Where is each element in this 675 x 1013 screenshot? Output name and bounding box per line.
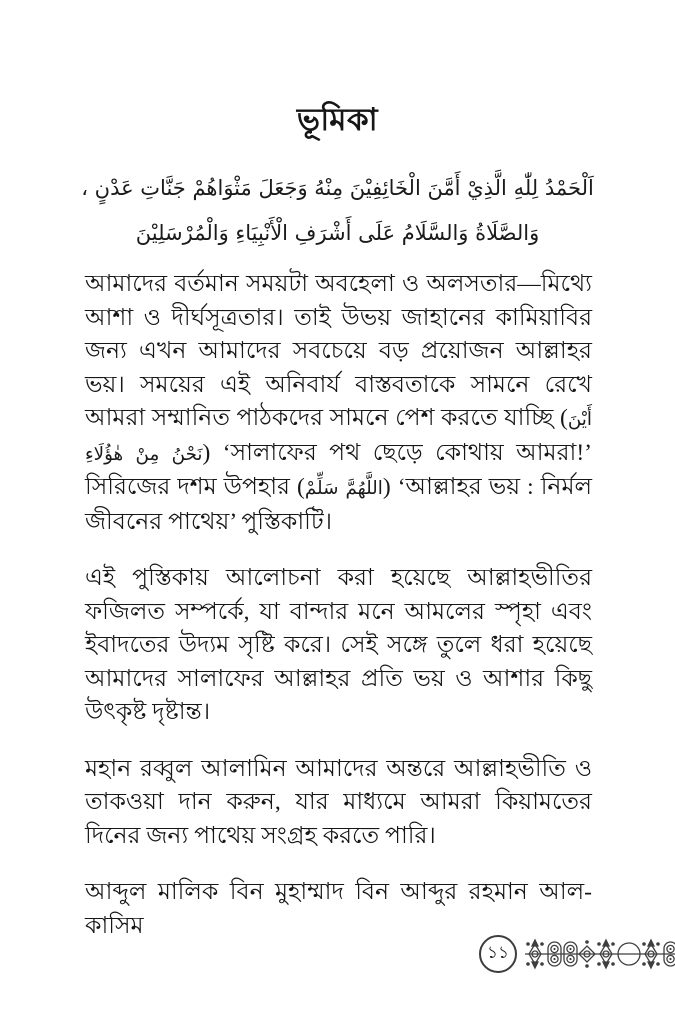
page-title: ভূমিকা (296, 102, 379, 137)
paragraph-author-name: আব্দুল মালিক বিন মুহাম্মাদ বিন আব্দুর রহমান আল-কাসিম (85, 879, 592, 939)
paragraph-intro (85, 268, 592, 539)
arabic-opening-line-1: اَلْحَمْدُ لِلّٰهِ الَّذِيْ أَمَّنَ الْخَائِفِيْنَ مِنْهُ وَجَعَلَ مَثْوَاهُمْ جَنَّاتِ عَدْنٍ ، (81, 176, 594, 200)
inline-arabic-allahumma-sallim: اللَّهُمَّ سَلِّمْ (304, 478, 383, 499)
inline-arabic-series-name: أَيْنَ نَحْنُ مِنْ هٰؤُلَاءِ (85, 409, 592, 465)
paragraph-intro-text-3: ) ‘আল্লাহর ভয় : নির্মল জীবনের পাথেয়’ পুস্তিকাটি। (85, 474, 593, 535)
page-number-badge (479, 935, 517, 973)
page-footer (479, 935, 675, 973)
floral-border-ornament-icon (525, 935, 675, 973)
paragraph-intro-text-2: ) ‘সালাফের পথ ছেড়ে কোথায় আমরা!’ সিরিজের দশম উপহার ( (85, 439, 592, 500)
paragraph-intro-text-1: আমাদের বর্তমান সময়টা অবহেলা ও অলসতার—মিথ্যে আশা ও দীর্ঘসূত্রতার। তাই উভয় জাহানের কামিয়াবির জন্য এখন আমাদের সবচেয়ে বড় প্রয়োজন আল্লাহর ভয়। সময়ের এই অনিবার্য বাস্তবতাকে সামনে রেখে আমরা সম্মানিত পাঠকদের সামনে পেশ করতে যাচ্ছি ( (85, 271, 592, 431)
arabic-opening-block (78, 166, 597, 256)
body-text (85, 268, 592, 943)
paragraph-dua: মহান রব্বুল আলামিন আমাদের অন্তরে আল্লাহভীতি ও তাকওয়া দান করুন, যার মাধ্যমে আমরা কিয়ামতের দিনের জন্য পাথেয় সংগ্রহ করতে পারি। (85, 755, 592, 849)
arabic-opening-line-2: وَالصَّلَاةُ وَالسَّلَامُ عَلَى أَشْرَفِ الْأَنْبِيَاءِ وَالْمُرْسَلِيْنَ (135, 221, 540, 245)
page-number: ১১ (486, 943, 510, 962)
paragraph-book-summary: এই পুস্তিকায় আলোচনা করা হয়েছে আল্লাহভীতির ফজিলত সম্পর্কে, যা বান্দার মনে আমলের স্পৃহা এবং ইবাদতের উদ্যম সৃষ্টি করে। সেই সঙ্গে তুলে ধরা হয়েছে আমাদের সালাফের আল্লাহর প্রতি ভয় ও আশার কিছু উৎকৃষ্ট দৃষ্টান্ত। (85, 565, 592, 725)
